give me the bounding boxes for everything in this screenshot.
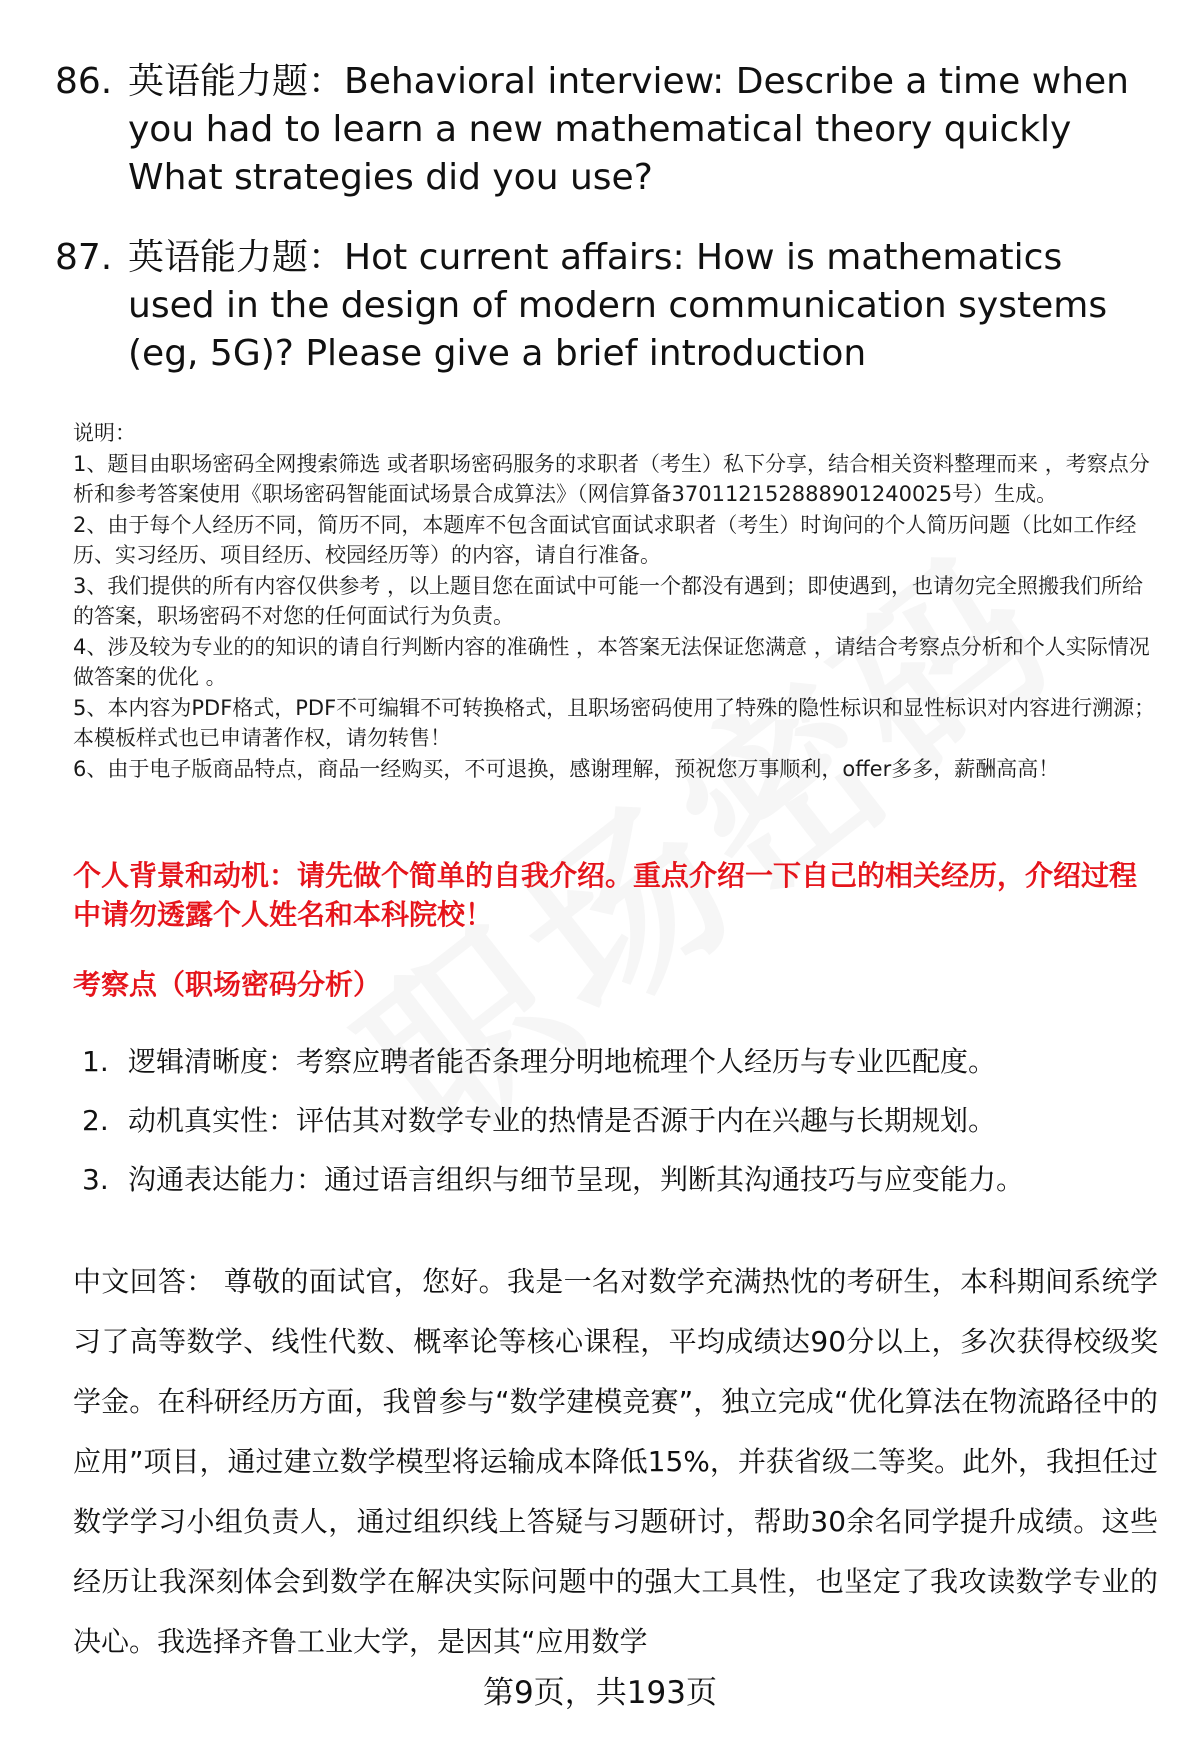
point-text: 动机真实性：评估其对数学专业的热情是否源于内在兴趣与长期规划。 [128, 1104, 997, 1137]
notes-item: 4、涉及较为专业的的知识的请自行判断内容的准确性 ，本答案无法保证您满意 ，请结合考察点分析和个人实际情况做答案的优化 。 [73, 634, 1150, 689]
point-number: 2. [82, 1104, 109, 1137]
page-footer: 第9页，共193页 [483, 1675, 717, 1711]
notes-item: 1、题目由职场密码全网搜索筛选 或者职场密码服务的求职者（考生）私下分享，结合相关资料整理而来 ，考察点分析和参考答案使用《职场密码智能面试场景合成算法》（网信算备370112152888901240025号）生成。 [73, 451, 1150, 506]
question-text: 英语能力题：Behavioral interview: Describe a time when you had to learn a new mathematical theory quickly What strategies did you use? [128, 61, 1129, 198]
question-text: 英语能力题：Hot current affairs: How is mathematics used in the design of modern communication systems (eg, 5G)? Please give a brief introduction [128, 237, 1108, 374]
question-heading: 个人背景和动机：请先做个简单的自我介绍。重点介绍一下自己的相关经历，介绍过程中请勿透露个人姓名和本科院校！ [73, 859, 1138, 931]
answer-text: 尊敬的面试官，您好。我是一名对数学充满热忱的考研生，本科期间系统学习了高等数学、线性代数、概率论等核心课程，平均成绩达90分以上，多次获得校级奖学金。在科研经历方面，我曾参与“数学建模竞赛”，独立完成“优化算法在物流路径中的应用”项目，通过建立数学模型将运输成本降低15%，并获省级二等奖。此外，我担任过数学学习小组负责人，通过组织线上答疑与习题研讨，帮助30余名同学提升成绩。这些经历让我深刻体会到数学在解决实际问题中的强大工具性，也坚定了我攻读数学专业的决心。我选择齐鲁工业大学，是因其“应用数学 [73, 1265, 1158, 1658]
question-number: 86. [55, 61, 113, 102]
analysis-point [82, 1101, 1162, 1141]
answer-label: 中文回答： [73, 1265, 215, 1298]
notes-section [73, 418, 1158, 784]
notes-item: 3、我们提供的所有内容仅供参考 ，以上题目您在面试中可能一个都没有遇到；即使遇到，也请勿完全照搬我们所给的答案，职场密码不对您的任何面试行为负责。 [73, 573, 1144, 628]
analysis-point [82, 1042, 1162, 1082]
analysis-points [82, 1042, 1162, 1219]
point-text: 沟通表达能力：通过语言组织与细节呈现，判断其沟通技巧与应变能力。 [128, 1163, 1025, 1196]
notes-item: 6、由于电子版商品特点，商品一经购买，不可退换，感谢理解，预祝您万事顺利，offer多多，薪酬高高！ [73, 756, 1060, 781]
analysis-heading: 考察点（职场密码分析） [73, 968, 382, 1001]
point-number: 1. [82, 1045, 109, 1078]
point-number: 3. [82, 1163, 109, 1196]
analysis-point [82, 1160, 1162, 1200]
question-list [55, 58, 1135, 410]
notes-item: 2、由于每个人经历不同，简历不同，本题库不包含面试官面试求职者（考生）时询问的个人简历问题（比如工作经历、实习经历、项目经历、校园经历等）的内容，请自行准备。 [73, 512, 1137, 567]
question-number: 87. [55, 237, 113, 278]
answer-paragraph [73, 1252, 1158, 1672]
question-item [55, 58, 1135, 202]
question-item [55, 234, 1135, 378]
point-text: 逻辑清晰度：考察应聘者能否条理分明地梳理个人经历与专业匹配度。 [128, 1045, 997, 1078]
notes-item: 5、本内容为PDF格式，PDF不可编辑不可转换格式，且职场密码使用了特殊的隐性标识和显性标识对内容进行溯源；本模板样式也已申请著作权，请勿转售！ [73, 695, 1156, 750]
notes-title: 说明： [73, 421, 136, 445]
